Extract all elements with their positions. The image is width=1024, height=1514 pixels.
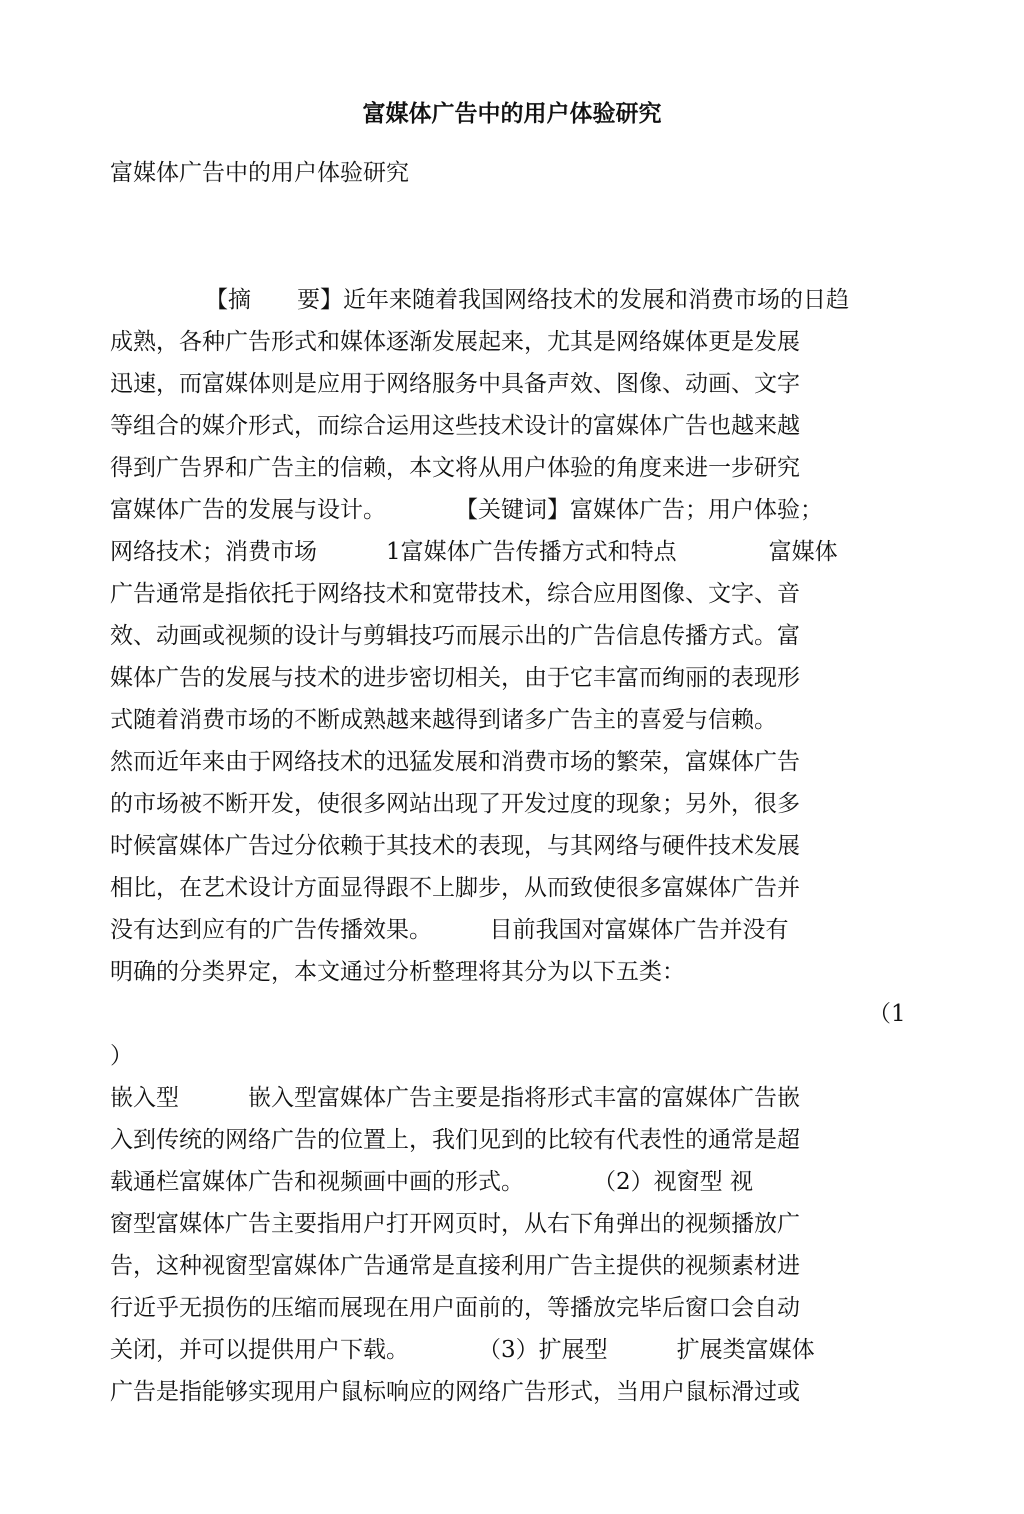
paragraph-line: 网络技术；消费市场 1富媒体广告传播方式和特点 富媒体 — [110, 539, 838, 565]
list-number-close: ） — [110, 1043, 133, 1069]
document-subtitle: 富媒体广告中的用户体验研究 — [110, 160, 409, 186]
paragraph-line: 式随着消费市场的不断成熟越来越得到诸多广告主的喜爱与信赖。 — [110, 707, 777, 733]
paragraph-line: 关闭，并可以提供用户下载。 （3）扩展型 扩展类富媒体 — [110, 1337, 815, 1363]
paragraph-line: 效、动画或视频的设计与剪辑技巧而展示出的广告信息传播方式。富 — [110, 623, 800, 649]
paragraph-line: 嵌入型 嵌入型富媒体广告主要是指将形式丰富的富媒体广告嵌 — [110, 1085, 800, 1111]
paragraph-line: 成熟，各种广告形式和媒体逐渐发展起来，尤其是网络媒体更是发展 — [110, 329, 800, 355]
paragraph-line: 行近乎无损伤的压缩而展现在用户面前的，等播放完毕后窗口会自动 — [110, 1295, 800, 1321]
paragraph-line: 然而近年来由于网络技术的迅猛发展和消费市场的繁荣，富媒体广告 — [110, 749, 800, 775]
paragraph-line: 没有达到应有的广告传播效果。 目前我国对富媒体广告并没有 — [110, 917, 789, 943]
paragraph-line: 广告是指能够实现用户鼠标响应的网络广告形式，当用户鼠标滑过或 — [110, 1379, 800, 1405]
paragraph-line: 明确的分类界定，本文通过分析整理将其分为以下五类： — [110, 959, 685, 985]
paragraph-line: 告，这种视窗型富媒体广告通常是直接利用广告主提供的视频素材进 — [110, 1253, 800, 1279]
paragraph-line: 广告通常是指依托于网络技术和宽带技术，综合应用图像、文字、音 — [110, 581, 800, 607]
document-title: 富媒体广告中的用户体验研究 — [362, 100, 662, 127]
paragraph-line: 得到广告界和广告主的信赖，本文将从用户体验的角度来进一步研究 — [110, 455, 800, 481]
paragraph-line: 富媒体广告的发展与设计。 【关键词】富媒体广告；用户体验； — [110, 497, 823, 523]
paragraph-line: 迅速，而富媒体则是应用于网络服务中具备声效、图像、动画、文字 — [110, 371, 800, 397]
list-number-open: （1 — [868, 1001, 906, 1027]
paragraph-line: 【摘 要】近年来随着我国网络技术的发展和消费市场的日趋 — [205, 287, 849, 313]
paragraph-line: 载通栏富媒体广告和视频画中画的形式。 （2）视窗型 视 — [110, 1169, 753, 1195]
paragraph-line: 媒体广告的发展与技术的进步密切相关，由于它丰富而绚丽的表现形 — [110, 665, 800, 691]
paragraph-line: 入到传统的网络广告的位置上，我们见到的比较有代表性的通常是超 — [110, 1127, 800, 1153]
paragraph-line: 时候富媒体广告过分依赖于其技术的表现，与其网络与硬件技术发展 — [110, 833, 800, 859]
paragraph-line: 等组合的媒介形式，而综合运用这些技术设计的富媒体广告也越来越 — [110, 413, 800, 439]
paragraph-line: 相比，在艺术设计方面显得跟不上脚步，从而致使很多富媒体广告并 — [110, 875, 800, 901]
paragraph-line: 的市场被不断开发，使很多网站出现了开发过度的现象；另外，很多 — [110, 791, 800, 817]
paragraph-line: 窗型富媒体广告主要指用户打开网页时，从右下角弹出的视频播放广 — [110, 1211, 800, 1237]
